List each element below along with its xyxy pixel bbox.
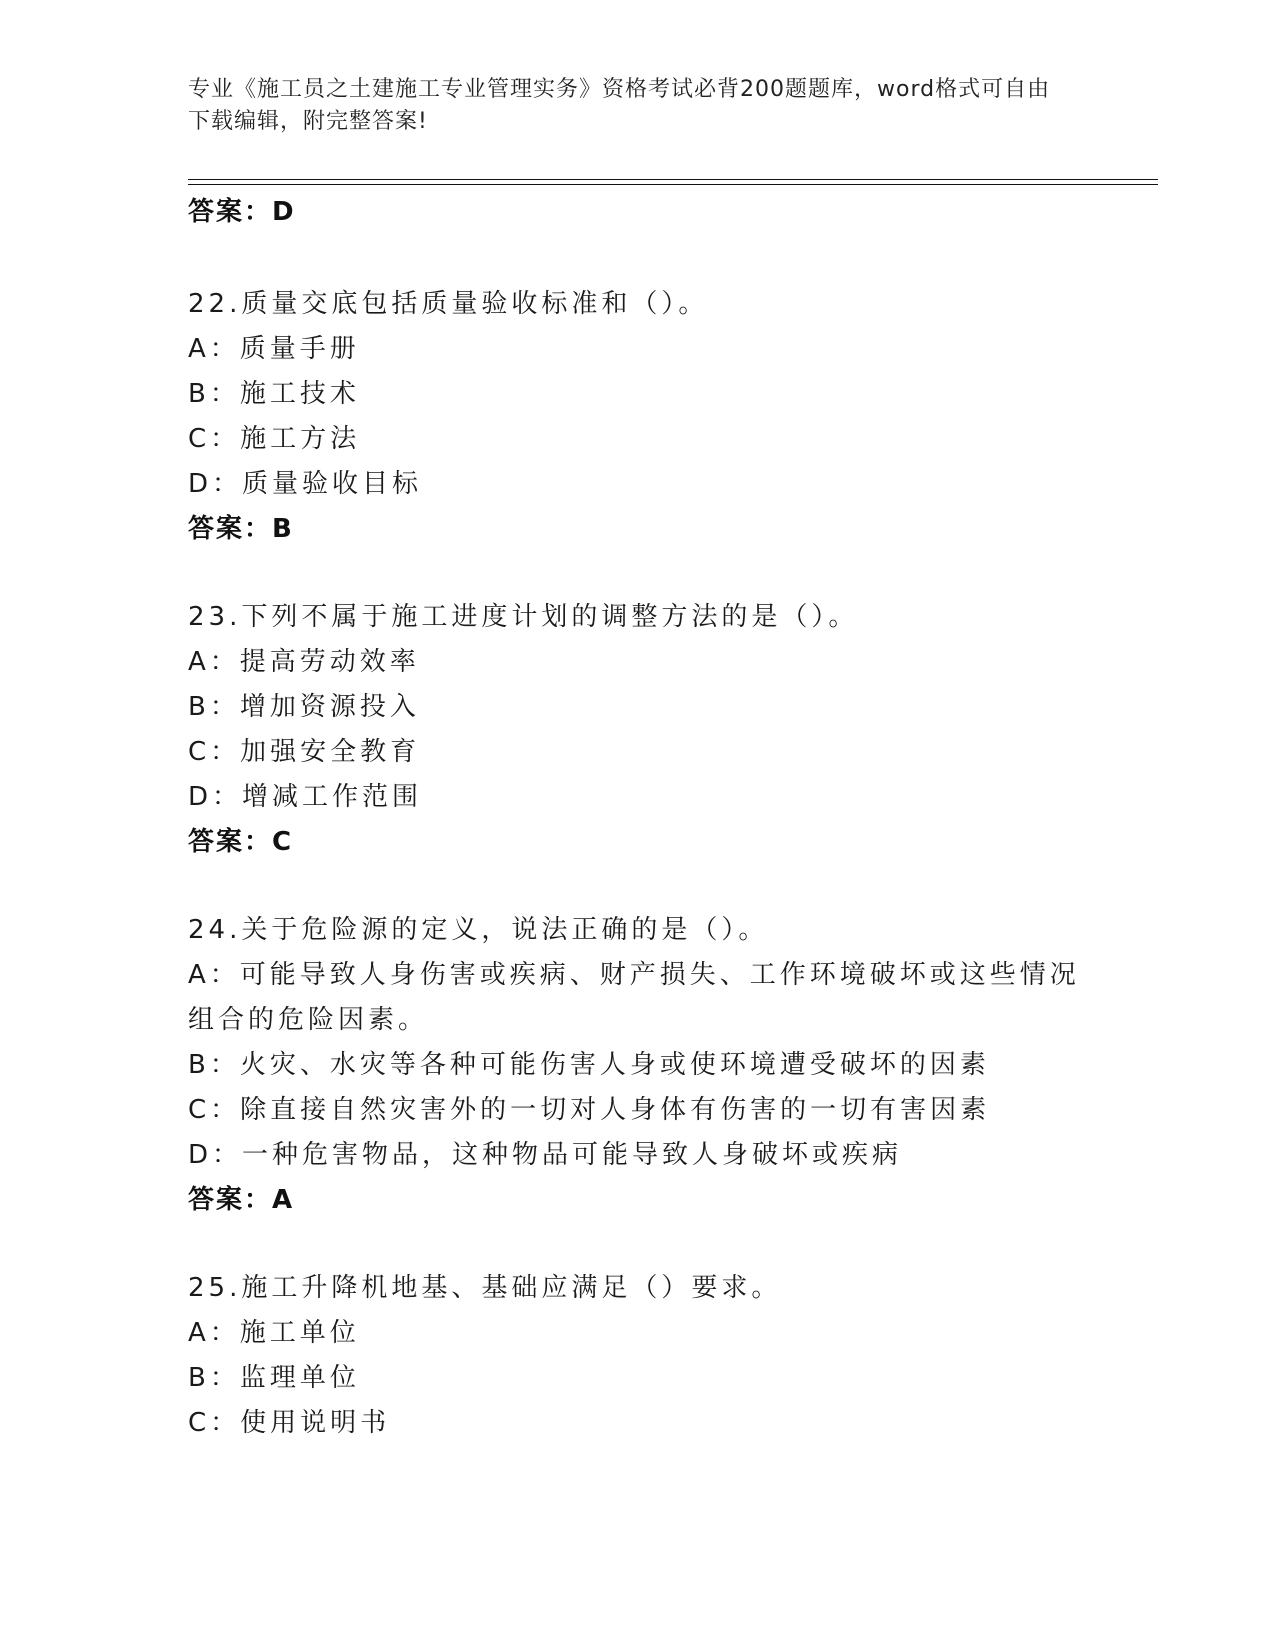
option-c: C：使用说明书 <box>188 1408 391 1438</box>
answer-line: 答案：B <box>188 514 294 544</box>
question-block-25 <box>188 1266 1088 1446</box>
question-block-22 <box>188 282 1088 551</box>
option-d: D：质量验收目标 <box>188 469 423 499</box>
question-list <box>188 190 1088 1446</box>
option-c: C：加强安全教育 <box>188 737 421 767</box>
option-b: B：监理单位 <box>188 1363 360 1393</box>
question-stem: 25.施工升降机地基、基础应满足（）要求。 <box>188 1273 782 1303</box>
question-block-24 <box>188 908 1088 1222</box>
question-stem: 22.质量交底包括质量验收标准和（）。 <box>188 289 709 319</box>
option-c: C：除直接自然灾害外的一切对人身体有伤害的一切有害因素 <box>188 1095 991 1125</box>
option-d: D：一种危害物品，这种物品可能导致人身破坏或疾病 <box>188 1140 903 1170</box>
question-block-23 <box>188 595 1088 864</box>
option-a: A：质量手册 <box>188 334 360 364</box>
option-b: B：增加资源投入 <box>188 692 420 722</box>
answer-line: 答案：C <box>188 827 294 857</box>
option-a: A：施工单位 <box>188 1318 360 1348</box>
option-b: B：施工技术 <box>188 379 360 409</box>
option-c: C：施工方法 <box>188 424 361 454</box>
header-divider-secondary <box>188 184 1158 185</box>
option-a: A：可能导致人身伤害或疾病、财产损失、工作环境破坏或这些情况组合的危险因素。 <box>188 960 1080 1035</box>
header-divider <box>188 179 1158 180</box>
option-a: A：提高劳动效率 <box>188 647 420 677</box>
option-b: B：火灾、水灾等各种可能伤害人身或使环境遭受破坏的因素 <box>188 1050 990 1080</box>
document-header: 专业《施工员之土建施工专业管理实务》资格考试必背200题题库，word格式可自由下载编辑，附完整答案! <box>188 77 1051 134</box>
option-d: D：增减工作范围 <box>188 782 423 812</box>
question-stem: 23.下列不属于施工进度计划的调整方法的是（）。 <box>188 602 859 632</box>
answer-line: 答案：D <box>188 197 296 227</box>
answer-line: 答案：A <box>188 1185 295 1215</box>
question-stem: 24.关于危险源的定义，说法正确的是（）。 <box>188 915 769 945</box>
